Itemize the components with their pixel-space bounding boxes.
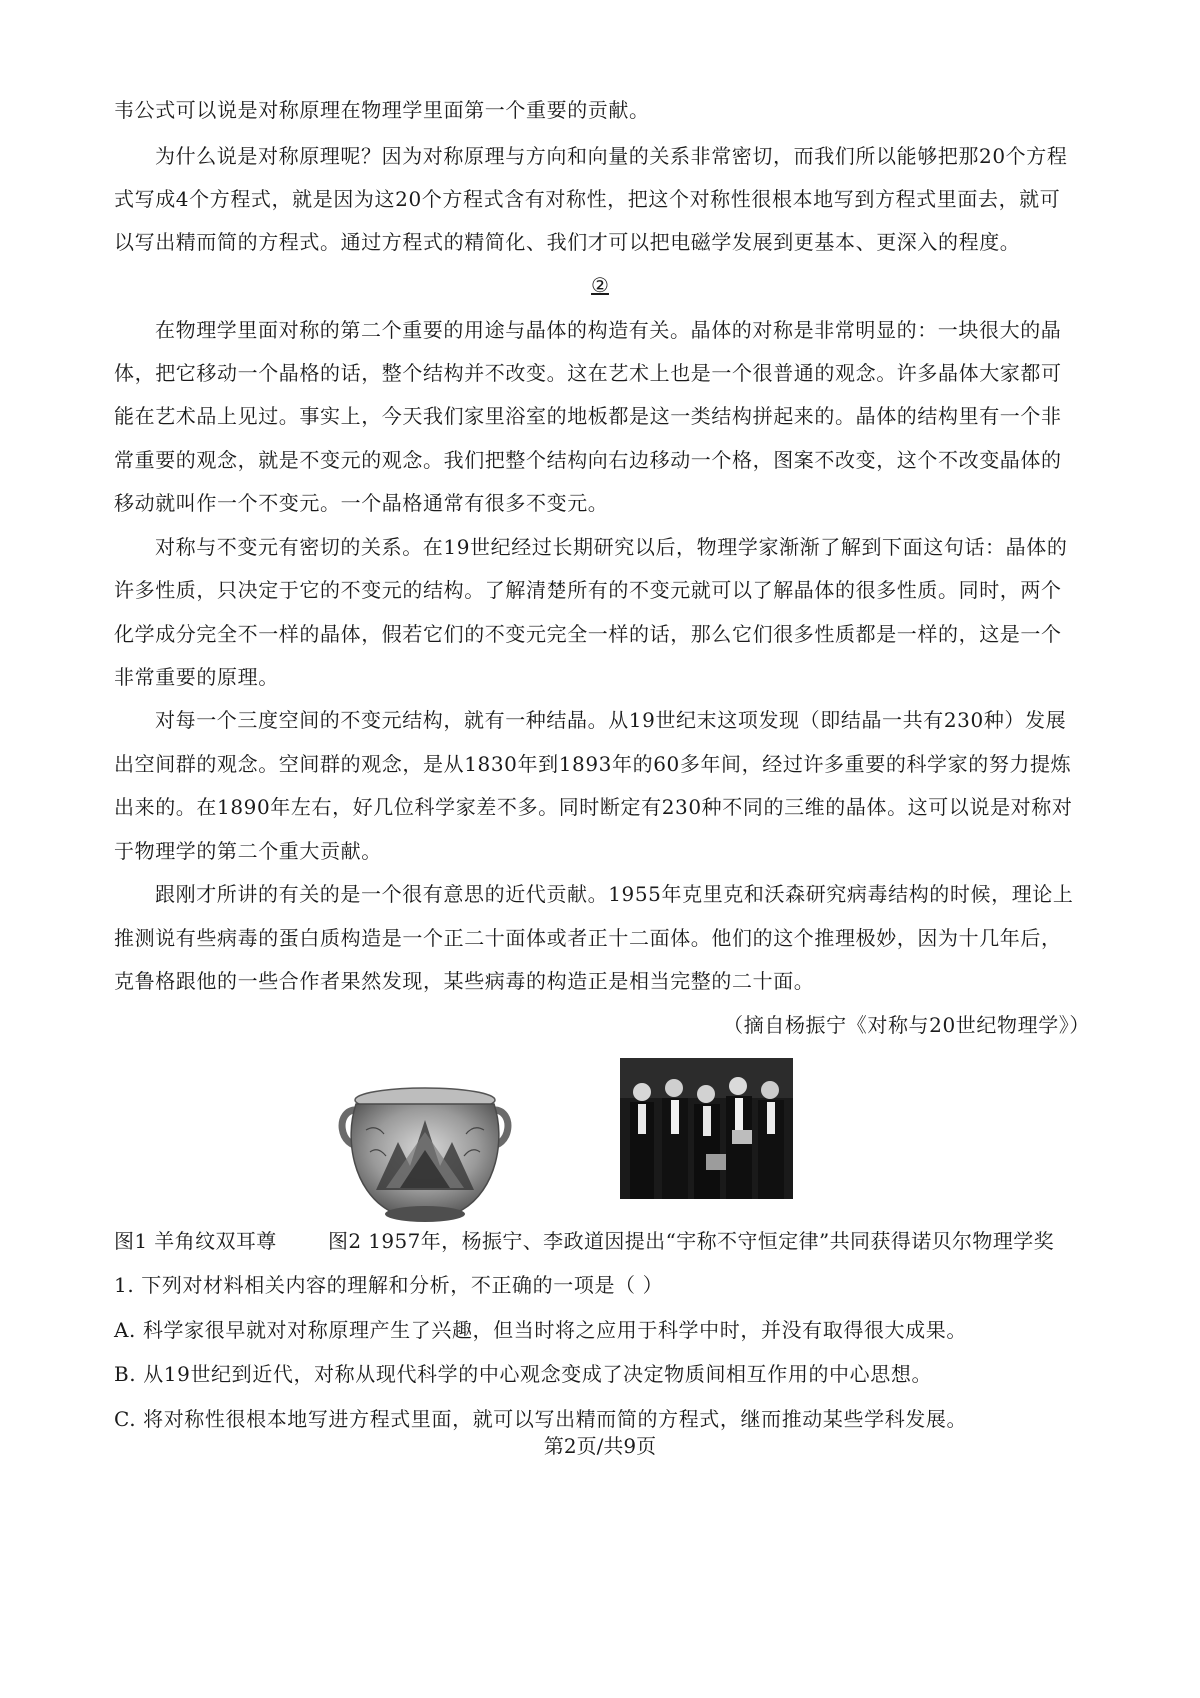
article-line: 对每一个三度空间的不变元结构，就有一种结晶。从19世纪末这项发现（即结晶一共有230种）发展 xyxy=(155,708,1067,732)
article-line: 出空间群的观念。空间群的观念，是从1830年到1893年的60多年间，经过许多重要的科学家的努力提炼 xyxy=(114,752,1072,776)
article-line: 为什么说是对称原理呢？因为对称原理与方向和向量的关系非常密切，而我们所以能够把那20个方程 xyxy=(155,144,1068,168)
figure-2-caption: 图2 1957年，杨振宁、李政道因提出“宇称不守恒定律”共同获得诺贝尔物理学奖 xyxy=(328,1229,1055,1253)
article-line: 于物理学的第二个重大贡献。 xyxy=(114,839,382,863)
page-number: 第2页/共9页 xyxy=(543,1434,657,1458)
article-line: 常重要的观念，就是不变元的观念。我们把整个结构向右边移动一个格，图案不改变，这个不改变晶体的 xyxy=(114,448,1062,472)
article-line: 对称与不变元有密切的关系。在19世纪经过长期研究以后，物理学家渐渐了解到下面这句话：晶体的 xyxy=(155,535,1068,559)
question-option-c: C. 将对称性很根本地写进方程式里面，就可以写出精而简的方程式，继而推动某些学科发展。 xyxy=(114,1407,968,1431)
figure-2-nobel-photo xyxy=(620,1058,793,1199)
question-option-b: B. 从19世纪到近代，对称从现代科学的中心观念变成了决定物质间相互作用的中心思想。 xyxy=(114,1362,933,1386)
section-marker: ② xyxy=(591,273,609,297)
article-line: 式写成4个方程式，就是因为这20个方程式含有对称性，把这个对称性很根本地写到方程式里面去，就可 xyxy=(114,187,1061,211)
article-source: （摘自杨振宁《对称与20世纪物理学》） xyxy=(723,1013,1090,1037)
article-line: 许多性质，只决定于它的不变元的结构。了解清楚所有的不变元就可以了解晶体的很多性质。同时，两个 xyxy=(114,578,1062,602)
figure-1-caption: 图1 羊角纹双耳尊 xyxy=(114,1229,277,1253)
article-line: 能在艺术品上见过。事实上，今天我们家里浴室的地板都是这一类结构拼起来的。晶体的结构里有一个非 xyxy=(114,404,1062,428)
article-line: 出来的。在1890年左右，好几位科学家差不多。同时断定有230种不同的三维的晶体。这可以说是对称对 xyxy=(114,795,1073,819)
article-line: 克鲁格跟他的一些合作者果然发现，某些病毒的构造正是相当完整的二十面。 xyxy=(114,969,815,993)
article-line: 推测说有些病毒的蛋白质构造是一个正二十面体或者正十二面体。他们的这个推理极妙，因为十几年后， xyxy=(114,926,1062,950)
article-line: 化学成分完全不一样的晶体，假若它们的不变元完全一样的话，那么它们很多性质都是一样的，这是一个 xyxy=(114,622,1062,646)
article-line: 非常重要的原理。 xyxy=(114,665,279,689)
article-line: 移动就叫作一个不变元。一个晶格通常有很多不变元。 xyxy=(114,491,609,515)
article-line: 在物理学里面对称的第二个重要的用途与晶体的构造有关。晶体的对称是非常明显的：一块很大的晶 xyxy=(155,318,1062,342)
article-line: 韦公式可以说是对称原理在物理学里面第一个重要的贡献。 xyxy=(114,98,650,122)
article-line: 以写出精而简的方程式。通过方程式的精简化、我们才可以把电磁学发展到更基本、更深入的程度。 xyxy=(114,230,1021,254)
question-option-a: A. 科学家很早就对对称原理产生了兴趣，但当时将之应用于科学中时，并没有取得很大成果。 xyxy=(114,1318,967,1342)
question-stem: 1. 下列对材料相关内容的理解和分析，不正确的一项是（ ） xyxy=(114,1273,664,1297)
figure-1-vase-image xyxy=(336,1080,514,1233)
article-line: 跟刚才所讲的有关的是一个很有意思的近代贡献。1955年克里克和沃森研究病毒结构的时候，理论上 xyxy=(155,882,1074,906)
article-line: 体，把它移动一个晶格的话，整个结构并不改变。这在艺术上也是一个很普通的观念。许多晶体大家都可 xyxy=(114,361,1062,385)
